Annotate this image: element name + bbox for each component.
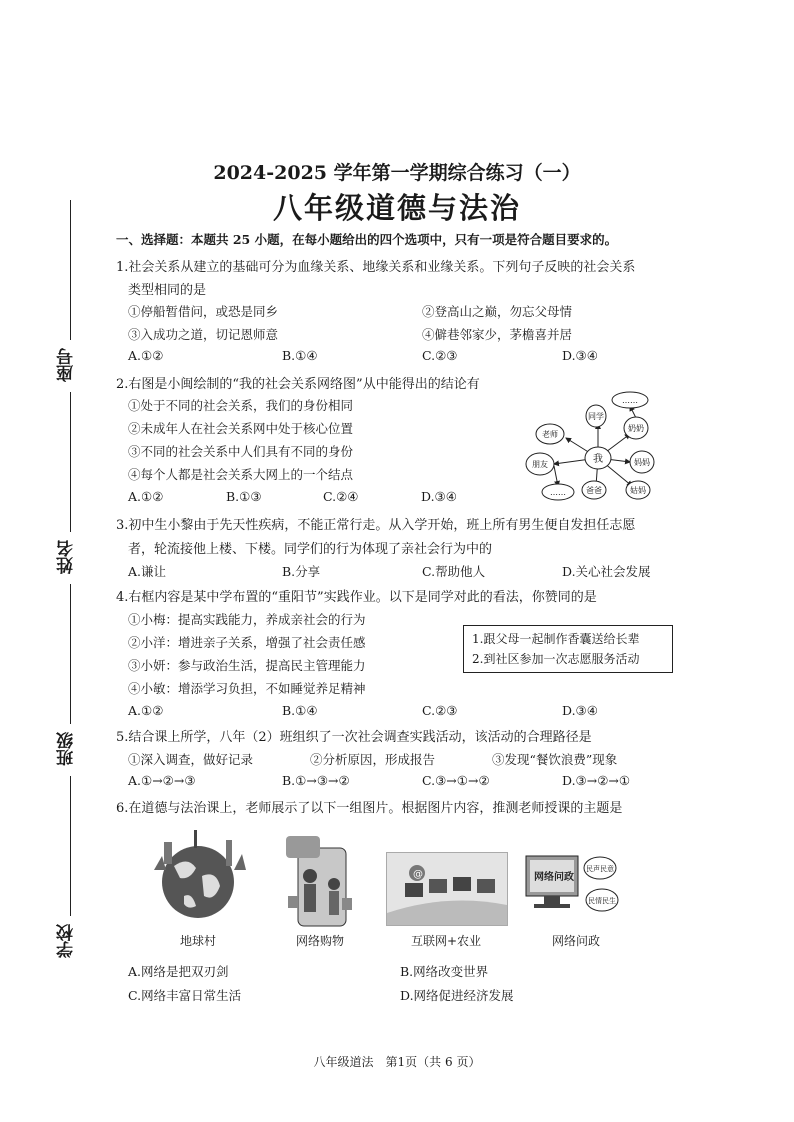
q1-option-d: D.③④ [562,348,598,363]
globe-icon [144,826,252,930]
q1-option-b: B.①④ [282,348,318,363]
q1-option-c: C.②③ [422,348,458,363]
q3-option-a: A.谦让 [128,564,167,579]
net-node-friend: 朋友 [532,460,548,469]
page-footer: 八年级道法 第1页（共 6 页） [313,1055,481,1069]
q5-option-b: B.①→③→② [282,773,350,788]
q4-statement-4: ④小敏：增添学习负担，不如睡觉养足精神 [128,681,366,696]
q2-option-a: A.①② [128,489,164,504]
q1-statement-3: ③入成功之道，切记恩师意 [128,327,279,342]
q2-option-b: B.①③ [226,489,262,504]
q5-stem: 5.结合课上所学，八年（2）班组织了一次社会调查实践活动，该活动的合理路径是 [116,730,592,745]
q5-option-c: C.③→①→② [422,773,490,788]
q2-statement-4: ④每个人都是社会关系大网上的一个结点 [128,467,354,482]
q4-option-b: B.①④ [282,703,318,718]
net-node-more-1: …… [622,396,638,405]
class-label: 班级 [57,732,77,766]
name-label: 姓名 [57,540,77,574]
picture-global-village [144,826,252,930]
q2-stem: 2.右图是小闽绘制的“我的社会关系网络图”从中能得出的结论有 [116,377,480,392]
q3-stem-2: 者，轮流接他上楼、下楼。同学们的行为体现了亲社会行为中的 [128,542,493,557]
svg-text:@: @ [413,869,423,880]
q2-statement-3: ③不同的社会关系中人们具有不同的身份 [128,444,354,459]
picture-internet-agriculture [386,852,508,926]
q1-stem-2: 类型相同的是 [128,283,207,298]
phone-shopping-icon [266,826,374,930]
q6-option-b: B.网络改变世界 [400,964,489,979]
q3-stem-1: 3.初中生小黎由于先天性疾病，不能正常行走。从入学开始，班上所有男生便自发担任志愿 [116,518,636,533]
q1-stem-1: 1.社会关系从建立的基础可分为血缘关系、地缘关系和业缘关系。下列句子反映的社会关系 [116,260,636,275]
binding-line-3 [70,584,71,724]
section-heading: 一、选择题：本题共 25 小题，在每小题给出的四个选项中，只有一项是符合题目要求的。 [116,232,618,247]
bubble-text-1: 民声民意 [586,865,614,873]
seat-label: 座号 [57,348,77,382]
q2-option-d: D.③④ [421,489,457,504]
binding-line-4 [70,776,71,916]
q4-statement-2: ②小洋：增进亲子关系，增强了社会责任感 [128,635,366,650]
net-node-teacher: 老师 [542,430,558,439]
q4-option-a: A.①② [128,703,164,718]
q1-statement-1: ①停船暂借问，或恐是同乡 [128,304,279,319]
picture-online-shopping [266,826,374,930]
q2-statement-1: ①处于不同的社会关系，我们的身份相同 [128,398,354,413]
net-node-aunt: 姑妈 [630,486,646,495]
q6-option-c: C.网络丰富日常生活 [128,988,242,1003]
q4-option-d: D.③④ [562,703,598,718]
q5-option-a: A.①→②→③ [128,773,196,788]
q1-statement-4: ④僻巷邻家少，茅檐喜并居 [422,327,573,342]
q1-statement-2: ②登高山之巅，勿忘父母情 [422,304,573,319]
net-node-mom: 妈妈 [634,458,650,467]
social-network-diagram [518,386,682,504]
q3-option-d: D.关心社会发展 [562,564,651,579]
computer-screen-icon [520,852,628,928]
binding-line-2 [70,392,71,532]
train-farm-icon [387,853,507,925]
caption-global-village: 地球村 [179,934,216,948]
q1-option-a: A.①② [128,348,164,363]
q5-statement-3: ③发现“餐饮浪费”现象 [492,752,618,767]
q3-option-c: C.帮助他人 [422,564,486,579]
caption-internet-agriculture: 互联网+农业 [410,934,482,948]
subject-title: 八年级道德与法治 [272,191,521,225]
homework-item-1: 1.跟父母一起制作香囊送给长辈 [472,632,640,646]
q6-option-d: D.网络促进经济发展 [400,988,514,1003]
q2-option-c: C.②④ [323,489,359,504]
q4-option-c: C.②③ [422,703,458,718]
caption-online-shopping: 网络购物 [295,934,344,948]
net-node-more-2: …… [550,488,566,497]
q5-option-d: D.③→②→① [562,773,631,788]
q5-statement-2: ②分析原因，形成报告 [310,752,436,767]
q5-statement-1: ①深入调查，做好记录 [128,752,254,767]
q6-stem: 6.在道德与法治课上，老师展示了以下一组图片。根据图片内容，推测老师授课的主题是 [116,801,623,816]
homework-box [463,625,673,673]
q2-statement-2: ②未成年人在社会关系网中处于核心位置 [128,421,354,436]
q4-stem: 4.右框内容是某中学布置的“重阳节”实践作业。以下是同学对此的看法，你赞同的是 [116,590,597,605]
school-label: 学校 [57,924,77,958]
q3-option-b: B.分享 [282,564,321,579]
binding-line-1 [70,200,71,340]
homework-item-2: 2.到社区参加一次志愿服务活动 [472,652,640,666]
bubble-text-2: 民情民生 [588,897,616,905]
net-node-grandma: 奶奶 [628,424,644,433]
net-node-dad: 爸爸 [586,486,602,495]
exam-year-title: 2024-2025 学年第一学期综合练习（一） [213,162,581,184]
screen-text: 网络问政 [534,872,574,883]
picture-online-politics [520,852,628,928]
q4-statement-1: ①小梅：提高实践能力，养成亲社会的行为 [128,612,366,627]
q4-statement-3: ③小妍：参与政治生活，提高民主管理能力 [128,658,366,673]
caption-online-politics: 网络问政 [551,934,600,948]
q6-option-a: A.网络是把双刃剑 [128,964,229,979]
net-node-classmate: 同学 [588,412,604,421]
net-node-me: 我 [593,454,603,465]
